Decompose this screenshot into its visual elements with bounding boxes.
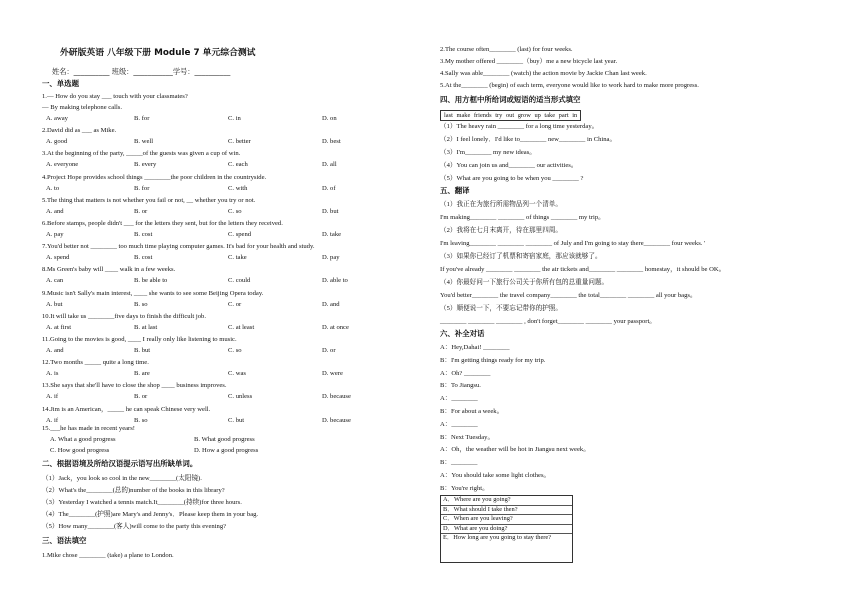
option-a: A. and xyxy=(46,207,64,215)
dialog-option: E．How long are you going to stay there? xyxy=(443,534,552,542)
dialog-line: A：Oh? ________ xyxy=(440,369,491,377)
sec2-item: （3）Yesterday I watched a tennis match.It________(持续)for three hours. xyxy=(42,499,242,506)
student-info-line: 姓名：__________ 班级：___________学号：__________ xyxy=(52,67,231,76)
sec5-item: I'm making________ ________ of things ________ my trip。 xyxy=(440,214,605,221)
question-text: 11.Going to the movies is good, ____ I really only like listening to music. xyxy=(42,336,237,343)
section-6-heading: 六、补全对话 xyxy=(440,329,485,338)
dialog-line: B：To Jiangsu. xyxy=(440,382,481,390)
question-text: 7.You'd better not ________ too much time playing computer games. It's bad for your health and study. xyxy=(42,243,315,251)
dialog-line: B：Next Tuesday。 xyxy=(440,433,495,441)
dialog-line: B：For about a week。 xyxy=(440,408,504,415)
sec2-item: （1）Jack，you look so cool in the new________(太阳镜). xyxy=(42,475,202,482)
option-d: D. on xyxy=(322,115,337,122)
sec3-item: 2.The course often________ (last) for four weeks. xyxy=(440,46,573,53)
question-text: 14.Jim is an American，_____ he can speak Chinese very well. xyxy=(42,405,211,413)
option-a: A. spend xyxy=(46,254,70,262)
section-5-heading: 五、翻译 xyxy=(440,186,470,195)
option-c: C. unless xyxy=(228,393,253,401)
question-text: 3.At the beginning of the party, _____of the guests was given a cup of win. xyxy=(42,150,241,158)
option-a: A. can xyxy=(46,277,64,285)
option-c: C. take xyxy=(228,254,247,262)
option-d: D. or xyxy=(322,347,336,354)
sec3-item: 4.Sally was able________ (watch) the action movie by Jackie Chan last week. xyxy=(440,70,647,77)
question-text: 13.She says that she'll have to close the shop ____ business improves. xyxy=(42,382,227,390)
sec3-item: 3.My mother offered ________（buy）me a new bicycle last year. xyxy=(440,58,618,65)
option-a: A. if xyxy=(46,416,59,424)
option-c: C. in xyxy=(228,115,241,122)
option-b: B. at last xyxy=(134,323,158,331)
page-title: 外研版英语 八年级下册 Module 7 单元综合测试 xyxy=(60,48,256,58)
dialog-line: A：________ xyxy=(440,395,478,403)
section-1-heading: 一、单选题 xyxy=(42,79,79,88)
dialog-line: A：Hey,Dahai! ________ xyxy=(440,344,510,351)
sec3-item: 5.At the________ (begin) of each term, everyone would like to work hard to make more progress. xyxy=(440,82,699,89)
option-c: C. better xyxy=(228,138,251,146)
question-text: 5.The thing that matters is not whether you fail or not, __ whether you try or not. xyxy=(42,196,256,204)
dialog-line: A：Oh，the weather will be hot in Jiangsu next week。 xyxy=(440,446,590,454)
question-text: 1.— How do you stay ___ touch with your classmates? xyxy=(42,93,188,100)
option-a: A. pay xyxy=(46,231,64,238)
option-a: A. good xyxy=(46,138,68,146)
question-text: — By making telephone calls. xyxy=(42,104,123,111)
dialog-option: C．When are you leaving? xyxy=(441,515,572,525)
option-a: A. is xyxy=(46,370,59,378)
option-b: B. or xyxy=(134,207,148,215)
dialog-line: B：I'm getting things ready for my trip. xyxy=(440,356,546,364)
sec5-item: （5）顺便说一下，不要忘记带你的护照。 xyxy=(440,305,562,312)
sec5-item: （1）我正在为旅行所需物品列一个清单。 xyxy=(440,201,562,208)
option-b: B. for xyxy=(134,115,150,122)
sec5-item: （3）如果你已经订了机票和寄宿家庭，那应该就够了。 xyxy=(440,253,602,260)
section-2-heading: 二、根据语境及所给汉语提示语写出所缺单词。 xyxy=(42,459,198,468)
dialog-option: B．What should I take then? xyxy=(441,506,572,516)
sec2-item: （2）What's the________(总的)number of the books in this library? xyxy=(42,487,225,494)
option-d: D. all xyxy=(322,161,337,169)
section-4-heading: 四、用方框中所给词或短语的适当形式填空 xyxy=(440,95,581,104)
option-c: C. each xyxy=(228,161,248,169)
option-c: C. so xyxy=(228,207,242,215)
option-d: D. but xyxy=(322,207,339,215)
sec5-item: You'd better________ the travel company________ the total________ ________ all your bags。 xyxy=(440,292,697,299)
option-d: D. best xyxy=(322,138,341,146)
sec4-item: （4）You can join us and________ our activities。 xyxy=(440,162,578,169)
sec5-item: If you've already ________ ________ the air tickets and________ ________ homestay，it should be OK。 xyxy=(440,266,726,273)
q15-option-b: B. What good progress xyxy=(194,436,255,443)
sec4-item: （5）What are you going to be when you ________ ? xyxy=(440,175,584,182)
option-c: C. at least xyxy=(228,323,255,331)
sec5-item: I'm leaving________ ________ ________ of July and I'm going to stay there________ four weeks. ' xyxy=(440,240,706,247)
option-d: D. and xyxy=(322,300,340,308)
question-15: 15.___he has made in recent years! xyxy=(42,425,136,432)
question-text: 2.David did as ___ as Mike. xyxy=(42,127,117,135)
option-d: D. because xyxy=(322,416,351,424)
option-b: B. be able to xyxy=(134,277,168,285)
option-b: B. well xyxy=(134,138,154,146)
option-a: A. but xyxy=(46,300,63,308)
sec3-item: 1.Mike chose ________ (take) a plane to London. xyxy=(42,552,174,559)
option-c: C. spend xyxy=(228,231,252,238)
dialog-options-box xyxy=(440,495,573,563)
option-d: D. able to xyxy=(322,277,348,285)
question-text: 8.Ms Green's baby will ____ walk in a few weeks. xyxy=(42,266,176,274)
option-a: A. away xyxy=(46,115,68,122)
question-text: 4.Project Hope provides school things ________the poor children in the countryside. xyxy=(42,173,267,181)
option-a: A. if xyxy=(46,393,59,401)
option-a: A. at first xyxy=(46,323,72,331)
option-a: A. and xyxy=(46,347,64,354)
sec5-item: ________ ________ ________ , don't forget________ ________ your passport。 xyxy=(440,318,656,325)
dialog-option: D．What are you doing? xyxy=(441,525,572,535)
section-3-heading: 三、语法填空 xyxy=(42,536,87,545)
q15-option-c: C. How good progress xyxy=(50,447,110,454)
option-b: B. so xyxy=(134,300,148,308)
dialog-line: B：You're right。 xyxy=(440,484,489,492)
option-d: D. take xyxy=(322,231,342,238)
dialog-line: B：________ xyxy=(440,459,478,467)
option-c: C. so xyxy=(228,347,242,354)
q15-option-d: D. How a good progress xyxy=(194,447,259,454)
option-c: C. could xyxy=(228,277,251,285)
option-c: C. was xyxy=(228,370,246,378)
option-b: B. are xyxy=(134,370,150,378)
question-text: 12.Two months _____ quite a long time. xyxy=(42,359,149,367)
sec4-item: （3）I'm________ my new ideas。 xyxy=(440,149,536,156)
option-c: C. but xyxy=(228,416,245,424)
option-d: D. of xyxy=(322,184,336,192)
option-b: B. cost xyxy=(134,254,153,262)
sec4-item: （1）The heavy rain ________ for a long time yesterday。 xyxy=(440,123,599,130)
dialog-option: A．Where are you going? xyxy=(441,496,572,506)
sec4-item: （2）I feel lonely．I'd like to________ new________ in China。 xyxy=(440,136,617,143)
option-d: D. pay xyxy=(322,254,340,262)
option-b: B. so xyxy=(134,416,148,424)
question-text: 6.Before stamps, people didn't ___ for the letters they sent, but for the letters they received. xyxy=(42,220,283,227)
dialog-line: A：________ xyxy=(440,420,478,428)
option-c: C. with xyxy=(228,184,248,192)
option-b: B. but xyxy=(134,347,151,354)
option-a: A. to xyxy=(46,184,60,192)
option-b: B. every xyxy=(134,161,157,169)
word-box: last make friends try out grow up take part in xyxy=(440,110,581,121)
sec2-item: （5）How many________(客人)will come to the party this evening? xyxy=(42,523,227,530)
option-b: B. cost xyxy=(134,231,153,238)
q15-option-a: A. What a good progress xyxy=(50,436,116,443)
option-b: B. for xyxy=(134,184,150,192)
option-b: B. or xyxy=(134,393,148,401)
option-a: A. everyone xyxy=(46,161,79,169)
option-c: C. or xyxy=(228,300,242,308)
option-d: D. because xyxy=(322,393,351,401)
sec5-item: （2）我将在七月末离开，待在那里四周。 xyxy=(440,227,562,234)
sec2-item: （4）The________(护照)are Mary's and Jenny's．Please keep them in your bag. xyxy=(42,511,259,518)
dialog-line: A：You should take some light clothes。 xyxy=(440,472,551,479)
question-text: 9.Music isn't Sally's main interest, ____ she wants to see some Beijing Opera today. xyxy=(42,289,264,297)
sec5-item: （4）你最好问一下旅行公司关于你所有包的总重量问题。 xyxy=(440,279,609,286)
question-text: 10.It will take us ________five days to finish the difficult job. xyxy=(42,312,206,320)
option-d: D. were xyxy=(322,370,343,378)
option-d: D. at once xyxy=(322,323,349,331)
